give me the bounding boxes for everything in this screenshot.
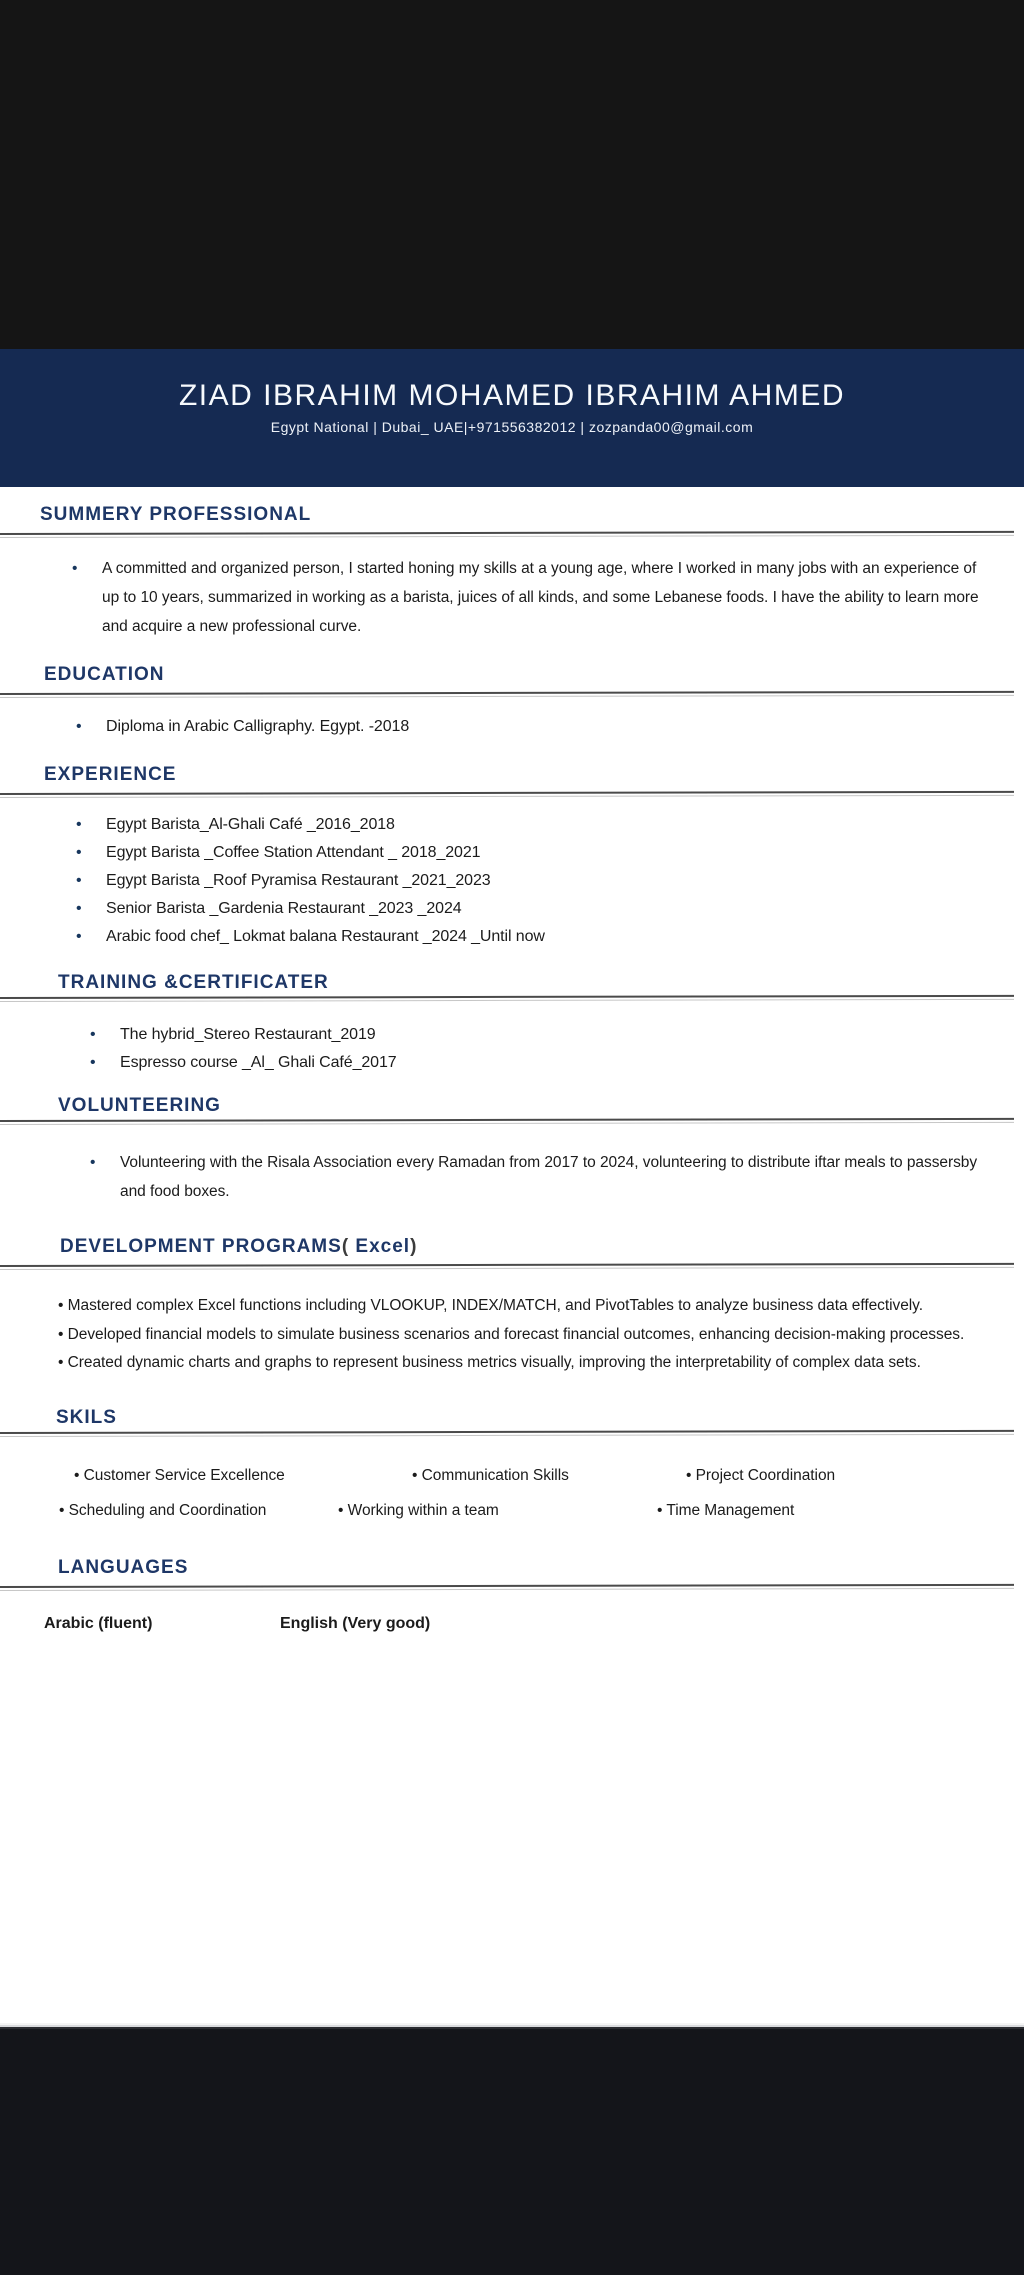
- development-section-title: [0, 1236, 1024, 1258]
- list-item: • Egypt Barista_Al-Ghali Café _2016_2018: [0, 815, 1024, 834]
- development-items: [0, 1292, 1003, 1378]
- section-skills: [0, 1407, 1024, 1529]
- language-item: English (Very good): [280, 1614, 431, 1632]
- section-divider: [0, 1429, 1014, 1436]
- section-summary: [0, 504, 1024, 641]
- skills-section-title: SKILS: [56, 1406, 117, 1428]
- skill-item: • Communication Skills: [412, 1467, 569, 1485]
- list-item: • Egypt Barista _Roof Pyramisa Restaurant _2021_2023: [0, 871, 1024, 890]
- skill-item: • Time Management: [657, 1502, 794, 1520]
- training-list: [0, 1025, 1024, 1072]
- languages-section-title: LANGUAGES: [58, 1556, 189, 1578]
- skill-item: • Customer Service Excellence: [74, 1467, 285, 1485]
- list-item: • Senior Barista _Gardenia Restaurant _2023 _2024: [0, 899, 1024, 918]
- bottom-letterbox: [0, 2029, 1024, 2275]
- section-training-certificates: [0, 972, 1024, 1072]
- top-letterbox: [0, 0, 1024, 349]
- summary-text: A committed and organized person, I started honing my skills at a young age, where I worked in many jobs with an experience of up to 10 years, summarized in working as a barista, juices of all kinds, and some Lebanese foods. I have the ability to learn more and acquire a new professional curve.: [102, 560, 979, 635]
- list-item: • Diploma in Arabic Calligraphy. Egypt. -2018: [0, 717, 1024, 736]
- volunteering-paragraph: [0, 1148, 1000, 1206]
- section-divider: [0, 1583, 1014, 1590]
- summary-section-title: SUMMERY PROFESSIONAL: [40, 504, 312, 525]
- education-list: [0, 717, 1024, 736]
- volunteering-text: Volunteering with the Risala Association every Ramadan from 2017 to 2024, volunteering to distribute iftar meals to passersby and food boxes.: [120, 1154, 978, 1200]
- skills-grid: [0, 1459, 1024, 1529]
- education-section-title: EDUCATION: [44, 664, 165, 685]
- language-item: Arabic (fluent): [44, 1614, 153, 1632]
- summary-paragraph: [0, 554, 1007, 641]
- section-divider: [0, 531, 1014, 538]
- person-name: ZIAD IBRAHIM MOHAMED IBRAHIM AHMED: [178, 379, 846, 412]
- list-item: • The hybrid_Stereo Restaurant_2019: [0, 1025, 1024, 1044]
- resume-header: [0, 349, 1024, 487]
- languages-row: [0, 1615, 1024, 1639]
- section-divider: [0, 1118, 1014, 1125]
- section-volunteering: [0, 1095, 1024, 1206]
- section-development-programs: [0, 1236, 1024, 1378]
- list-item: • Egypt Barista _Coffee Station Attendant _ 2018_2021: [0, 843, 1024, 862]
- experience-list: [0, 815, 1024, 946]
- development-item: • Mastered complex Excel functions including VLOOKUP, INDEX/MATCH, and PivotTables to analyze business data effectively.: [58, 1292, 1003, 1321]
- section-divider: [0, 995, 1014, 1002]
- volunteering-section-title: VOLUNTEERING: [58, 1095, 221, 1116]
- section-divider: [0, 1263, 1014, 1270]
- list-item: • Arabic food chef_ Lokmat balana Restaurant _2024 _Until now: [0, 927, 1024, 946]
- development-item: • Developed financial models to simulate business scenarios and forecast financial outcomes, enhancing decision-making processes.: [58, 1321, 1003, 1350]
- development-title-main: DEVELOPMENT PROGRAMS: [60, 1236, 342, 1257]
- skill-item: • Working within a team: [338, 1502, 499, 1520]
- development-title-excel: Excel: [349, 1236, 411, 1257]
- training-section-title: TRAINING &CERTIFICATER: [58, 972, 329, 993]
- skills-row: [0, 1459, 1024, 1494]
- section-divider: [0, 791, 1014, 798]
- skills-row: [0, 1494, 1024, 1529]
- experience-section-title: EXPERIENCE: [44, 764, 177, 785]
- section-divider: [0, 691, 1014, 698]
- list-item: • Espresso course _Al_ Ghali Café_2017: [0, 1053, 1024, 1072]
- skill-item: • Scheduling and Coordination: [59, 1502, 266, 1520]
- resume-page: [0, 487, 1024, 1639]
- skill-item: • Project Coordination: [686, 1467, 835, 1485]
- development-item: • Created dynamic charts and graphs to represent business metrics visually, improving the interpretability of complex data sets.: [58, 1349, 1003, 1378]
- section-experience: [0, 764, 1024, 946]
- development-title-paren-open: (: [341, 1236, 350, 1257]
- section-education: [0, 664, 1024, 736]
- contact-line: Egypt National | Dubai_ UAE|+971556382012 | zozpanda00@gmail.com: [270, 419, 754, 435]
- section-languages: [0, 1557, 1024, 1639]
- development-title-paren-close: ): [410, 1236, 418, 1257]
